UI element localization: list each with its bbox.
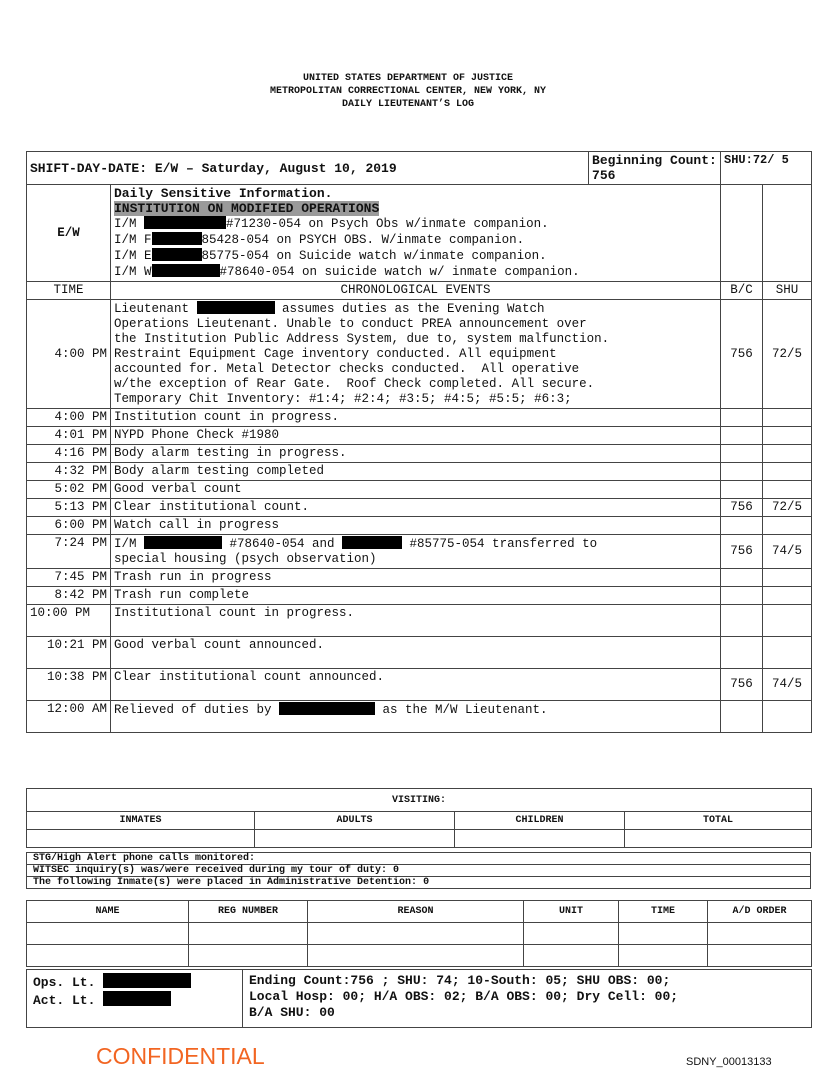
table-row: 10:21 PM Good verbal count announced. [27,637,812,669]
visiting-inmates: INMATES [27,812,255,830]
table-row: 4:00 PM Lieutenant assumes duties as the Evening Watch Operations Lieutenant. Unable to conduct PREA announcement over the Institution Public Address System, due to, system malfunction. Restraint Equipment Cage inventory conducted. All equipment accounted for. Metal Detector checks conducted. All operative w/the exception of Rear Gate. Roof Check completed. All secure. Temporary Chit Inventory: #1:4; #2:4; #3:5; #4:5; #5:5; #6:3; 756 72/5 [27,300,812,409]
info-lines [26,852,811,889]
redaction-box [152,248,202,261]
header-line-3: DAILY LIEUTENANT’S LOG [341,99,475,110]
table-row: 8:42 PM Trash run complete [27,587,812,605]
col-name: NAME [27,901,189,923]
table-row: 4:32 PM Body alarm testing completed [27,463,812,481]
act-lt-label: Act. Lt. [33,993,96,1008]
redaction-box [144,216,226,229]
visiting-title: VISITING: [27,789,812,812]
footer-box [26,969,812,1028]
table-row: 10:00 PM Institutional count in progress. [27,605,812,637]
sensitive-line: I/M E 85775-054 on Suicide watch w/inmate companion. [114,249,547,263]
col-reason: REASON [308,901,524,923]
table-row: 4:01 PM NYPD Phone Check #1980 [27,427,812,445]
witsec-line: WITSEC inquiry(s) was/were received during my tour of duty: 0 [27,865,810,877]
ops-lt-label: Ops. Lt. [33,975,96,990]
table-row: 10:38 PM Clear institutional count announced. 756 74/5 [27,669,812,701]
shift-day-date: SHIFT-DAY-DATE: E/W – Saturday, August 10, 2019 [27,152,589,185]
sensitive-line: I/M F 85428-054 on PSYCH OBS. W/inmate companion. [114,233,525,247]
confidential-stamp: CONFIDENTIAL [96,1043,265,1069]
col-header-time: TIME [27,282,111,300]
modified-operations-banner: INSTITUTION ON MODIFIED OPERATIONS [114,201,380,216]
sensitive-line: I/M #71230-054 on Psych Obs w/inmate companion. [114,217,549,231]
col-header-shu: SHU [763,282,812,300]
ending-count: Ending Count:756 ; SHU: 74; 10-South: 05; SHU OBS: 00; Local Hosp: 00; H/A OBS: 02; B/A OBS: 00; Dry Cell: 00; B/A SHU: 00 [243,970,812,1028]
table-row: 4:00 PM Institution count in progress. [27,409,812,427]
visiting-table [26,788,812,848]
table-row: 5:13 PM Clear institutional count. 756 72/5 [27,499,812,517]
redaction-box [103,991,171,1006]
document-header [0,72,816,111]
redaction-box [152,232,202,245]
stg-line: STG/High Alert phone calls monitored: [27,853,810,865]
col-header-events: CHRONOLOGICAL EVENTS [111,282,721,300]
redaction-box [197,301,275,314]
shu-count: SHU:72/ 5 [721,152,812,185]
table-row: 12:00 AM Relieved of duties by as the M/W Lieutenant. [27,701,812,733]
col-time: TIME [619,901,708,923]
beginning-count: Beginning Count: 756 [589,152,721,185]
header-line-1: UNITED STATES DEPARTMENT OF JUSTICE [302,73,514,84]
table-row: 6:00 PM Watch call in progress [27,517,812,535]
bates-number: SDNY_00013133 [686,1056,772,1068]
table-row: 5:02 PM Good verbal count [27,481,812,499]
redaction-box [152,264,220,277]
sensitive-title: Daily Sensitive Information. [114,186,333,201]
redaction-box [103,973,191,988]
visiting-adults: ADULTS [255,812,455,830]
sensitive-line: I/M W #78640-054 on suicide watch w/ inmate companion. [114,265,580,279]
table-row: 7:24 PM I/M #78640-054 and #85775-054 transferred to special housing (psych observation) 756 74/5 [27,535,812,569]
table-row: 4:16 PM Body alarm testing in progress. [27,445,812,463]
redaction-box [342,536,402,549]
redaction-box [144,536,222,549]
sensitive-info [111,185,721,282]
header-line-2: METROPOLITAN CORRECTIONAL CENTER, NEW YORK, NY [269,86,547,97]
admin-detention-line: The following Inmate(s) were placed in Administrative Detention: 0 [27,877,810,889]
admin-detention-table [26,900,812,967]
redaction-box [279,702,375,715]
col-header-bc: B/C [721,282,763,300]
visiting-children: CHILDREN [455,812,625,830]
col-ad-order: A/D ORDER [708,901,812,923]
signatures [27,970,243,1028]
shift-code: E/W [27,185,111,282]
col-unit: UNIT [524,901,619,923]
table-row: 7:45 PM Trash run in progress [27,569,812,587]
visiting-total: TOTAL [625,812,812,830]
col-reg: REG NUMBER [189,901,308,923]
log-table [26,151,812,733]
